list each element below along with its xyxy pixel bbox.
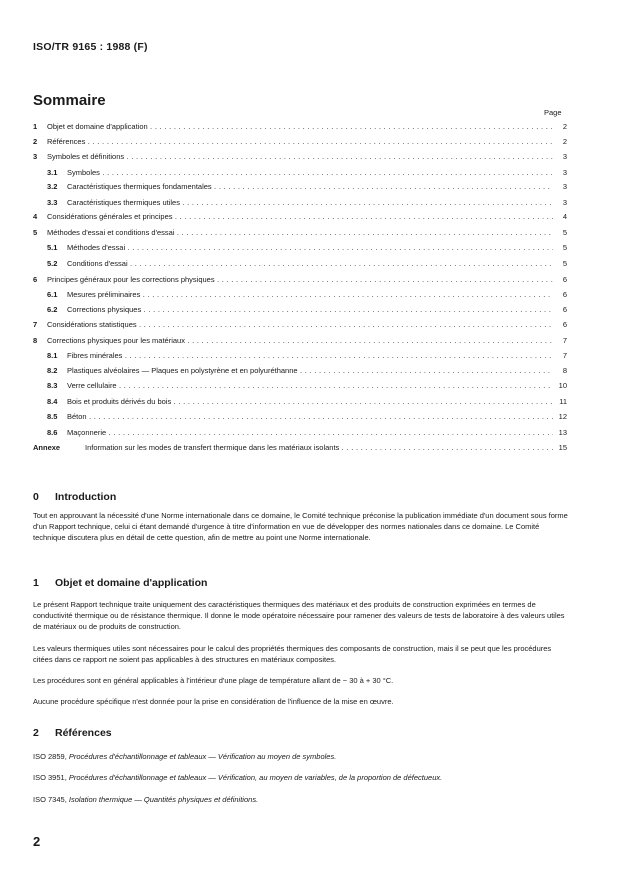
toc-entry-number: 5.1 [47, 243, 58, 252]
toc-entry-label: Symboles et définitions . . . [47, 152, 553, 162]
toc-entry[interactable] [33, 122, 567, 132]
toc-entry-number: 6 [33, 275, 38, 284]
toc-entry[interactable] [33, 290, 567, 300]
scope-paragraph-4: Aucune procédure spécifique n'est donnée pour la prise en considération de l'influence de la mise en œuvre. [33, 697, 394, 706]
toc-entry-number: 3.1 [47, 168, 58, 177]
toc-entry-page: 15 [558, 443, 567, 452]
toc-entry-label: Verre cellulaire . . . [67, 381, 553, 391]
toc-entry-label: Plastiques alvéolaires — Plaques en polystyrène et en polyuréthanne . . . [67, 366, 553, 376]
toc-entry-page: 6 [562, 290, 567, 299]
toc-entry-label: Maçonnerie . . . [67, 428, 553, 438]
toc-entry[interactable] [33, 259, 567, 269]
toc-entry-number: 6.2 [47, 305, 58, 314]
toc-page-column-label: Page [544, 108, 562, 117]
toc-entry[interactable] [33, 152, 567, 162]
reference-item: ISO 2859, Procédures d'échantillonnage et tableaux — Vérification au moyen de symboles. [33, 752, 337, 761]
toc-entry-label: Méthodes d'essai . . . [67, 243, 553, 253]
toc-entry[interactable] [33, 397, 567, 407]
toc-entry-label: Considérations générales et principes . . . [47, 212, 553, 222]
section-heading-references: 2 Références [33, 727, 112, 739]
toc-entry[interactable] [33, 443, 567, 453]
toc-entry-label: Principes généraux pour les corrections physiques . . . [47, 275, 553, 285]
toc-entry[interactable] [33, 212, 567, 222]
toc-entry-number: 8.3 [47, 381, 58, 390]
toc-entry[interactable] [33, 336, 567, 346]
toc-entry-page: 11 [559, 397, 567, 406]
toc-entry-label: Information sur les modes de transfert thermique dans les matériaux isolants . . . [85, 443, 553, 453]
toc-entry-number: Annexe [33, 443, 61, 452]
toc-entry[interactable] [33, 381, 567, 391]
reference-item: ISO 3951, Procédures d'échantillonnage et tableaux — Vérification, au moyen de variables, de la proportion de défectueux. [33, 773, 443, 782]
toc-entry-number: 5.2 [47, 259, 58, 268]
scope-paragraph-2: Les valeurs thermiques utiles sont nécessaires pour le calcul des propriétés thermiques des composants de construction, mais il se peut que les procédures citées dans ce rapport ne soient pas applicables à des structures en matériaux composites. [33, 644, 552, 664]
toc-entry-page: 12 [558, 412, 567, 421]
toc-entry-page: 13 [558, 428, 567, 437]
toc-entry-label: Bois et produits dérivés du bois . . . [67, 397, 553, 407]
toc-entry-number: 8.1 [47, 351, 58, 360]
page-number: 2 [33, 834, 41, 849]
toc-entry-label: Caractéristiques thermiques fondamentales . . . [67, 182, 553, 192]
toc-entry-number: 8.5 [47, 412, 58, 421]
document-id: ISO/TR 9165 : 1988 (F) [33, 41, 148, 53]
introduction-paragraph: Tout en approuvant la nécessité d'une Norme internationale dans ce domaine, le Comité technique préconise la publication immédiate d'un document sous forme d'un Rapport technique, celui ci étant demandé d'urgence à titre d'information en vue de développer des normes nationales dans ce domaine. Le Comité technique discutera plus en détail de cette question, afin de mettre au point une Norme internationale. [33, 511, 568, 542]
toc-entry-label: Fibres minérales . . . [67, 351, 553, 361]
toc-entry[interactable] [33, 305, 567, 315]
toc-entry-page: 10 [558, 381, 567, 390]
scope-paragraph-3: Les procédures sont en général applicables à l'intérieur d'une plage de température allant de − 30 à + 30 °C. [33, 676, 394, 685]
toc-entry-page: 2 [562, 122, 567, 131]
toc-entry[interactable] [33, 351, 567, 361]
toc-entry-number: 8.4 [47, 397, 58, 406]
section-heading-scope: 1 Objet et domaine d'application [33, 577, 208, 589]
toc-entry-label: Considérations statistiques . . . [47, 320, 553, 330]
toc-entry-label: Caractéristiques thermiques utiles . . . [67, 198, 553, 208]
toc-entry-number: 8 [33, 336, 38, 345]
toc-entry[interactable] [33, 320, 567, 330]
toc-entry-number: 3.2 [47, 182, 58, 191]
toc-entry-number: 5 [33, 228, 38, 237]
toc-entry[interactable] [33, 228, 567, 238]
toc-entry[interactable] [33, 198, 567, 208]
toc-entry-page: 3 [562, 182, 567, 191]
toc-entry-number: 8.6 [47, 428, 58, 437]
toc-entry[interactable] [33, 243, 567, 253]
toc-title: Sommaire [33, 92, 106, 109]
toc-entry-page: 3 [562, 152, 567, 161]
toc-entry-number: 8.2 [47, 366, 58, 375]
toc-entry-number: 6.1 [47, 290, 58, 299]
toc-entry-number: 2 [33, 137, 38, 146]
toc-entry-page: 6 [562, 275, 567, 284]
toc-entry-label: Références . . . [47, 137, 553, 147]
toc-entry-label: Objet et domaine d'application . . . [47, 122, 553, 132]
toc-entry-page: 5 [562, 259, 567, 268]
toc-entry[interactable] [33, 428, 567, 438]
toc-entry-page: 2 [562, 137, 567, 146]
toc-entry-label: Méthodes d'essai et conditions d'essai . . . [47, 228, 553, 238]
toc-entry[interactable] [33, 137, 567, 147]
toc-entry[interactable] [33, 168, 567, 178]
toc-entry-number: 4 [33, 212, 38, 221]
scope-paragraph-1: Le présent Rapport technique traite uniquement des caractéristiques thermiques des matériaux et des produits de construction exprimées en termes de conductivité thermique ou de résistance thermique. Il donne le mode opératoire nécessaire pour ramener des valeurs de tests de laboratoire à des valeurs utiles de matériaux ou de produits de construction. [33, 600, 565, 631]
toc-entry-page: 7 [562, 351, 567, 360]
toc-entry-page: 5 [562, 228, 567, 237]
toc-entry-label: Conditions d'essai . . . [67, 259, 553, 269]
toc-entry-number: 3 [33, 152, 38, 161]
toc-entry-page: 3 [562, 198, 567, 207]
toc-entry-number: 1 [33, 122, 38, 131]
toc-entry-label: Symboles . . . [67, 168, 553, 178]
toc-entry-label: Corrections physiques pour les matériaux . . . [47, 336, 553, 346]
toc-entry-page: 5 [562, 243, 567, 252]
toc-entry-label: Béton . . . [67, 412, 553, 422]
reference-item: ISO 7345, Isolation thermique — Quantités physiques et définitions. [33, 795, 259, 804]
toc-entry-number: 7 [33, 320, 38, 329]
toc-entry-label: Mesures préliminaires . . . [67, 290, 553, 300]
toc-entry-page: 8 [562, 366, 567, 375]
toc-entry-label: Corrections physiques . . . [67, 305, 553, 315]
section-heading-introduction: 0 Introduction [33, 491, 117, 503]
toc-entry[interactable] [33, 412, 567, 422]
toc-entry[interactable] [33, 182, 567, 192]
toc-entry-page: 6 [562, 320, 567, 329]
toc-entry-page: 6 [562, 305, 567, 314]
toc-entry-number: 3.3 [47, 198, 58, 207]
toc-entry[interactable] [33, 275, 567, 285]
toc-entry-page: 7 [562, 336, 567, 345]
toc-entry-page: 3 [562, 168, 567, 177]
toc-entry-page: 4 [562, 212, 567, 221]
toc-entry[interactable] [33, 366, 567, 376]
